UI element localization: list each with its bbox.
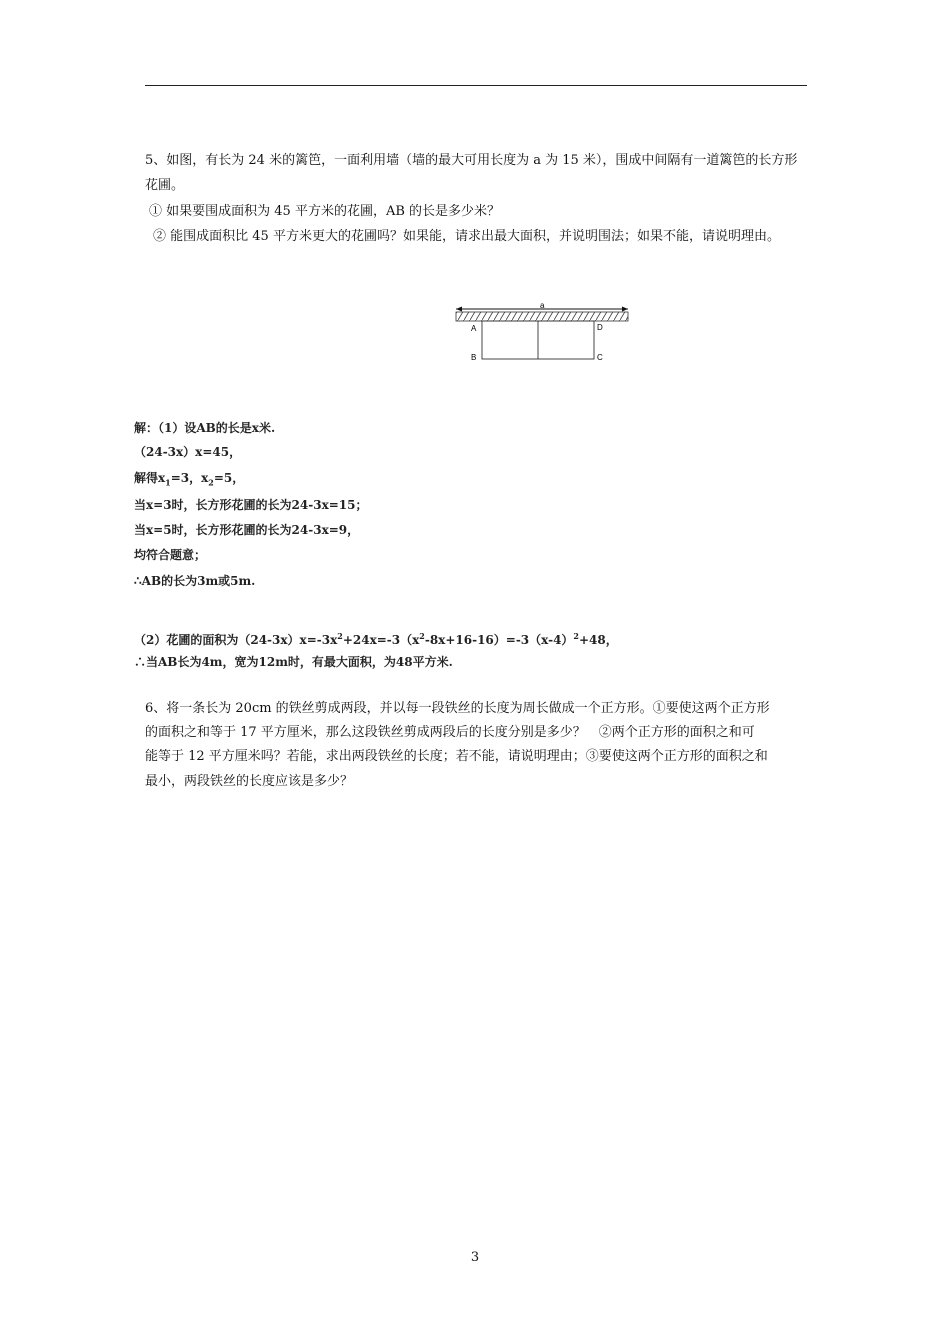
problem5-question2: ② 能围成面积比 45 平方米更大的花圃吗？如果能，请求出最大面积，并说明围法；如果不能，请说明理由。 [153, 229, 780, 244]
label-C: C [597, 353, 603, 362]
problem5-line1: 5、如图，有长为 24 米的篱笆，一面利用墙（墙的最大可用长度为 a 为 15 米），围成中间隔有一道篱笆的长方形 [145, 153, 798, 168]
problem5-question1: ① 如果要围成面积为 45 平方米的花圃，AB 的长是多少米？ [149, 204, 501, 219]
solution-line4: 当x=3时，长方形花圃的长为24-3x=15； [134, 498, 368, 512]
header-rule [145, 85, 807, 86]
label-B: B [471, 353, 477, 362]
problem5-line2: 花圃。 [145, 178, 185, 193]
arrow-right [622, 307, 628, 312]
problem6-line1: 6、将一条长为 20cm 的铁丝剪成两段，并以每一段铁丝的长度为周长做成一个正方形。①要使这两个正方形 [145, 701, 770, 716]
label-A: A [471, 324, 477, 333]
solution-line8: （2）花圃的面积为$(24-3x)x=-3x^2+24x=-3(x^2-8x+16-16)=-3(x-4)^2+48$， [134, 631, 618, 647]
label-D: D [597, 323, 603, 332]
solution-line2: （24-3x）x=45， [134, 445, 242, 459]
arrow-left [456, 307, 462, 312]
page-number: 3 [470, 1250, 480, 1265]
problem6-line3: 能等于 12 平方厘米吗？若能，求出两段铁丝的长度；若不能，请说明理由；③要使这两个正方形的面积之和 [145, 749, 768, 764]
solution-line7: ∴AB的长为3m或5m. [134, 574, 256, 588]
wall [456, 312, 628, 321]
solution-line6: 均符合题意； [134, 548, 207, 562]
problem6-line2: 的面积之和等于 17 平方厘米，那么这段铁丝剪成两段后的长度分别是多少？ ②两个正方形的面积之和可 [145, 725, 755, 740]
solution-line9: ∴当AB长为4m，宽为12m时，有最大面积，为48平方米. [134, 655, 453, 669]
solution-line3: 解得$x_1=3$，$x_2=5$， [134, 471, 245, 488]
solution-line5: 当x=5时，长方形花圃的长为24-3x=9， [134, 523, 360, 537]
problem6-line4: 最小，两段铁丝的长度应该是多少？ [145, 774, 354, 789]
solution-line1: 解：（1）设AB的长是x米. [134, 421, 276, 435]
fence-diagram [452, 300, 642, 370]
label-a: a [540, 301, 545, 310]
